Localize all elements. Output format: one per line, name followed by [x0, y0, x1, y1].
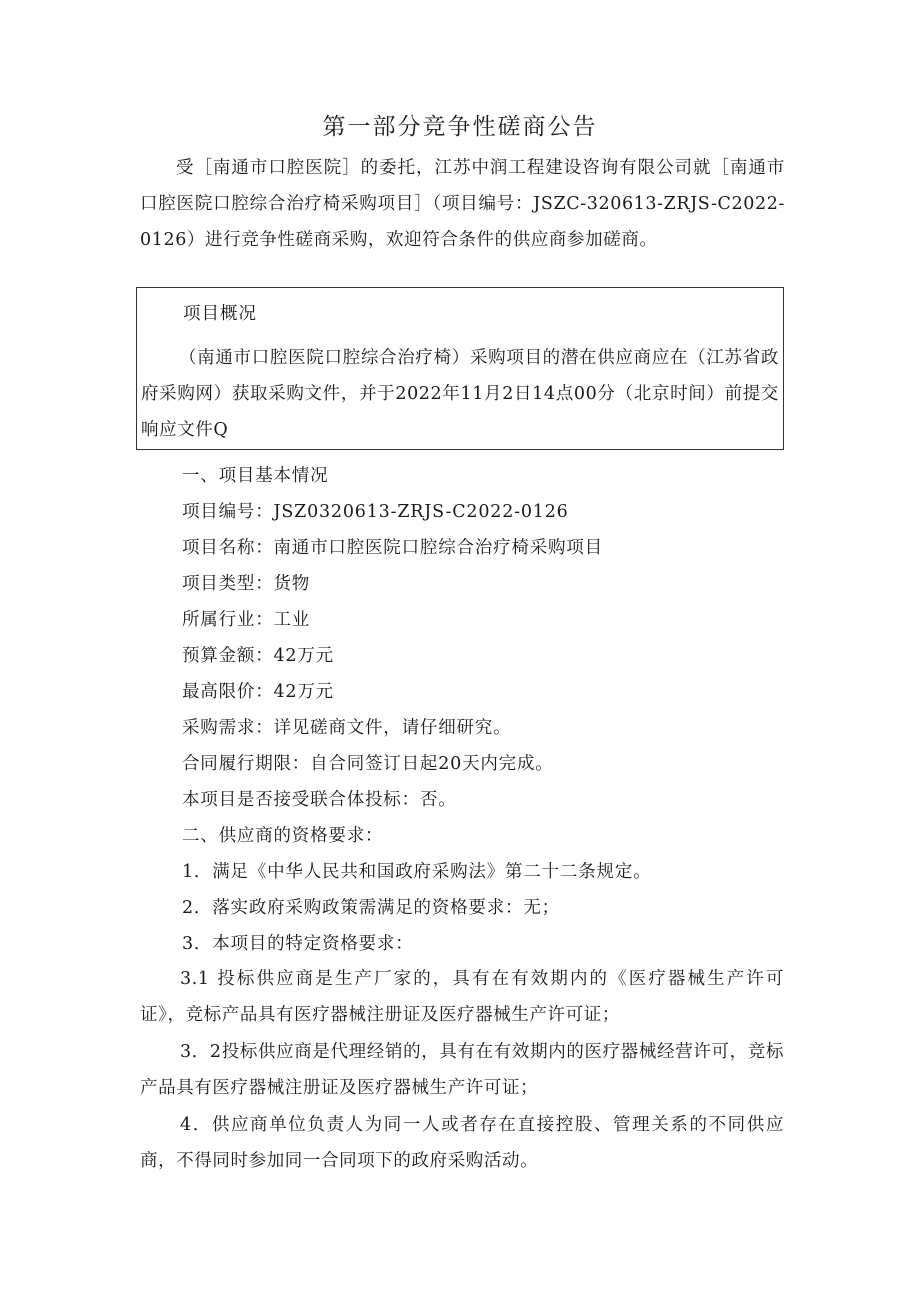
project-overview-box	[136, 287, 784, 450]
overview-heading: 项目概况	[183, 304, 257, 324]
project-type: 项目类型：货物	[182, 574, 311, 594]
overview-text: （南通市口腔医院口腔综合治疗椅）采购项目的潜在供应商应在（江苏省政府采购网）获取采购文件，并于2022年11月2日14点00分（北京时间）前提交响应文件Q	[141, 348, 779, 440]
section1-heading: 一、项目基本情况	[182, 466, 329, 486]
consortium-bidding: 本项目是否接受联合体投标：否。	[182, 790, 457, 810]
industry: 所属行业：工业	[182, 610, 311, 630]
contract-period: 合同履行期限：自合同签订日起20天内完成。	[182, 754, 554, 774]
qualification-item-2: 2．落实政府采购政策需满足的资格要求：无；	[182, 898, 560, 918]
qualification-item-1: 1．满足《中华人民共和国政府采购法》第二十二条规定。	[182, 862, 652, 882]
document-title: 第一部分竞争性磋商公告	[322, 114, 598, 140]
budget-amount: 预算金额：42万元	[182, 646, 334, 666]
qualification-item-4: 4．供应商单位负责人为同一人或者存在直接控股、管理关系的不同供应商，不得同时参加同一合同项下的政府采购活动。	[140, 1115, 784, 1171]
qualification-item-3-2: 3．2投标供应商是代理经销的，具有在有效期内的医疗器械经营许可，竞标产品具有医疗器械注册证及医疗器械生产许可证；	[140, 1042, 784, 1098]
project-number: 项目编号：JSZ0320613-ZRJS-C2022-0126	[182, 502, 569, 522]
qualification-item-3: 3．本项目的特定资格要求：	[182, 934, 414, 954]
qualification-item-3-1: 3.1 投标供应商是生产厂家的，具有在有效期内的《医疗器械生产许可证》，竞标产品具有医疗器械注册证及医疗器械生产许可证；	[140, 969, 784, 1025]
project-name: 项目名称：南通市口腔医院口腔综合治疗椅采购项目	[182, 538, 603, 558]
procurement-requirement: 采购需求：详见磋商文件，请仔细研究。	[182, 718, 512, 738]
max-price: 最高限价：42万元	[182, 682, 334, 702]
section2-heading: 二、供应商的资格要求：	[182, 826, 384, 846]
intro-paragraph: 受［南通市口腔医院］的委托，江苏中润工程建设咨询有限公司就［南通市口腔医院口腔综合治疗椅采购项目］（项目编号：JSZC-320613-ZRJS-C2022-0126）进行竞争性磋商采购，欢迎符合条件的供应商参加磋商。	[140, 158, 785, 250]
